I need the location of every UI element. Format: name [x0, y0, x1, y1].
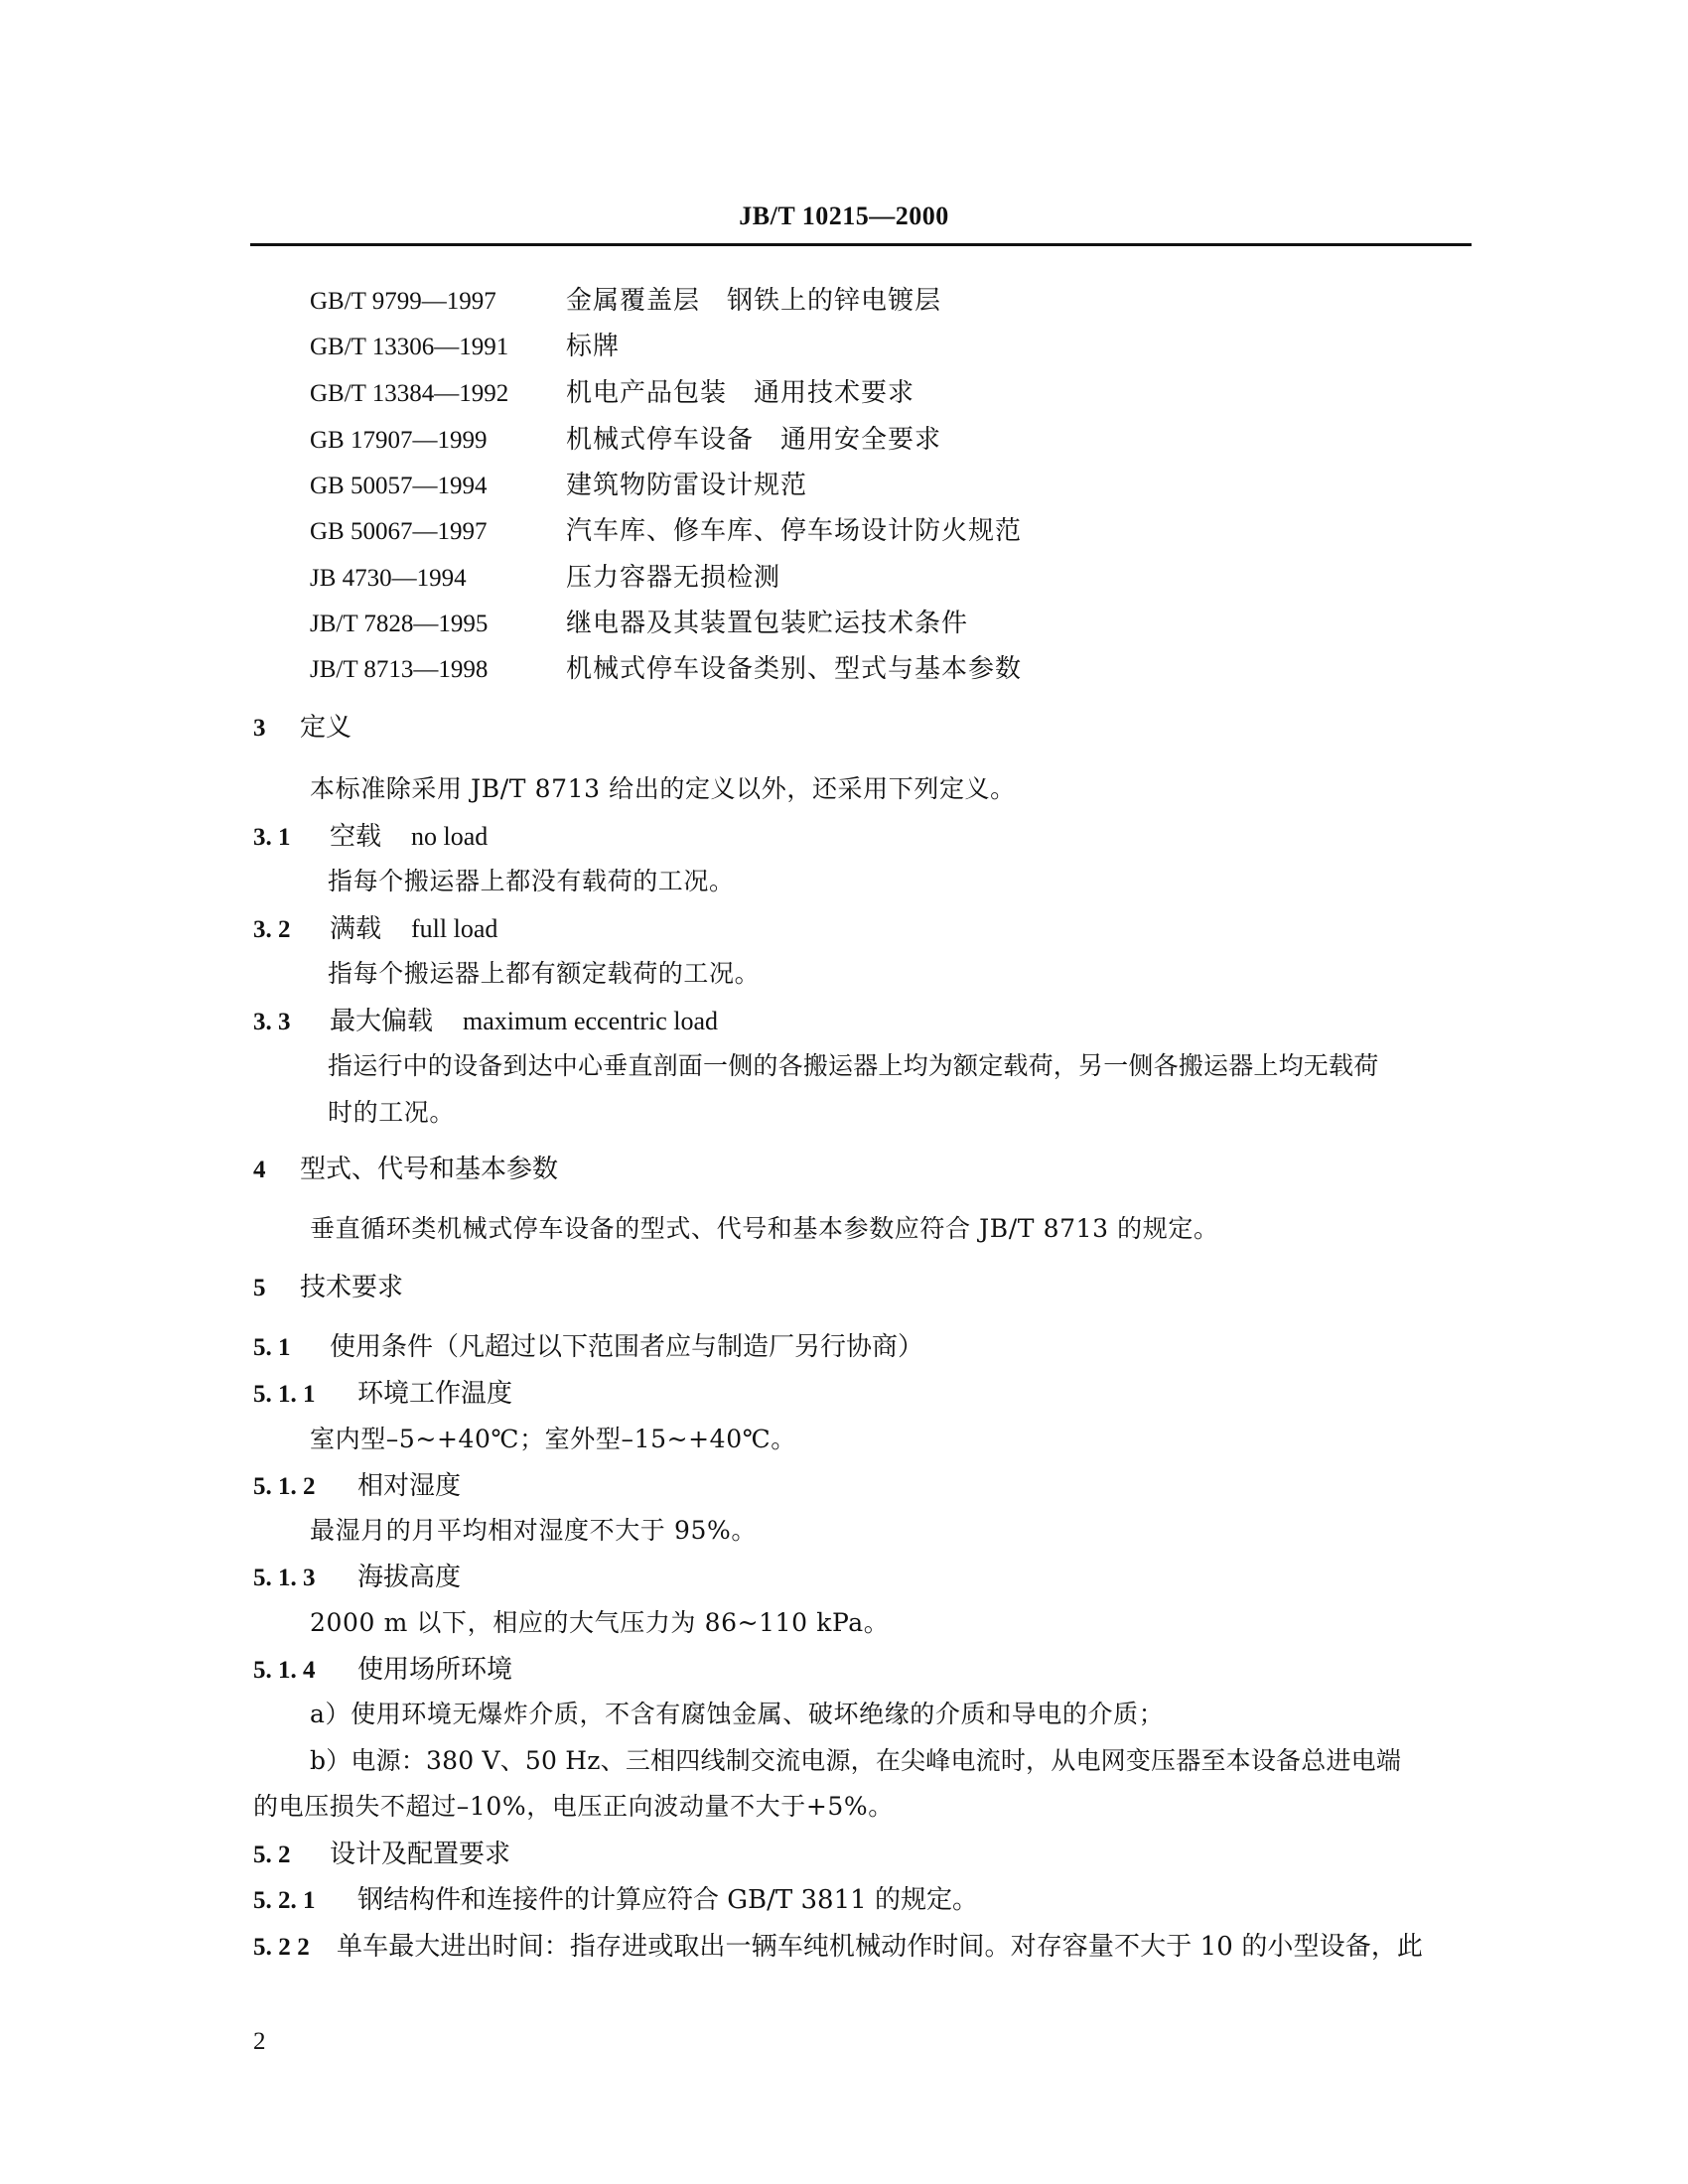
clause-5-2 [253, 1834, 510, 1870]
section-4-heading [253, 1149, 558, 1185]
term-cn: 最大偏载 [330, 1007, 434, 1036]
clause-title: 环境工作温度 [357, 1379, 513, 1409]
reference-code: JB 4730—1994 [310, 565, 467, 592]
clause-5-1-3 [253, 1557, 461, 1593]
clause-number: 5. 1. 1 [253, 1381, 316, 1408]
reference-item [310, 603, 968, 642]
reference-title: 金属覆盖层 钢铁上的锌电镀层 [566, 286, 942, 316]
definition-3-3-text-cont: 时的工况。 [328, 1098, 456, 1127]
clause-text: 单车最大进出时间：指存进或取出一辆车纯机械动作时间。对存容量不大于 10 的小型设备，此 [337, 1932, 1424, 1962]
clause-5-1-1 [253, 1373, 512, 1410]
reference-code: GB 50067—1997 [310, 518, 488, 545]
clause-number: 5. 1. 4 [253, 1657, 316, 1684]
clause-title: 相对湿度 [357, 1471, 462, 1501]
term-cn: 满载 [330, 914, 382, 944]
reference-title: 标牌 [566, 332, 621, 361]
clause-number: 3. 2 [253, 916, 291, 943]
term-en: maximum eccentric load [463, 1007, 719, 1035]
reference-code: GB/T 13384—1992 [310, 380, 509, 407]
reference-code: JB/T 7828—1995 [310, 611, 489, 637]
clause-number: 3. 1 [253, 824, 291, 851]
section-title: 型式、代号和基本参数 [300, 1155, 559, 1184]
reference-title: 压力容器无损检测 [566, 563, 781, 593]
clause-5-1-2 [253, 1465, 461, 1502]
clause-number: 5. 2. 1 [253, 1887, 316, 1914]
reference-item [310, 557, 780, 597]
reference-title: 汽车库、修车库、停车场设计防火规范 [566, 516, 1023, 546]
clause-text: 钢结构件和连接件的计算应符合 GB/T 3811 的规定。 [357, 1885, 978, 1915]
section-5-heading [253, 1267, 403, 1303]
clause-5-2-2 [253, 1926, 1423, 1963]
page-number: 2 [253, 2028, 266, 2055]
clause-number: 5. 2 2 [253, 1934, 310, 1961]
definition-3-1-text: 指每个搬运器上都没有载荷的工况。 [328, 867, 735, 895]
reference-code: JB/T 8713—1998 [310, 656, 489, 683]
reference-item [310, 648, 1022, 688]
clause-5-1-1-text: 室内型–5~+40℃；室外型–15~+40℃。 [310, 1425, 796, 1453]
definition-3-3 [253, 1001, 718, 1037]
reference-item [310, 510, 1022, 550]
section-3-intro: 本标准除采用 JB/T 8713 给出的定义以外，还采用下列定义。 [310, 774, 1016, 803]
reference-item [310, 465, 807, 504]
clause-title: 使用条件（凡超过以下范围者应与制造厂另行协商） [330, 1332, 924, 1362]
clause-5-1-4-item-b-cont: 的电压损失不超过–10%，电压正向波动量不大于+5%。 [253, 1792, 894, 1821]
clause-5-2-1 [253, 1879, 978, 1916]
section-3-heading [253, 707, 352, 744]
reference-title: 机电产品包装 通用技术要求 [566, 378, 915, 408]
clause-5-1-4 [253, 1649, 512, 1686]
section-number: 4 [253, 1157, 266, 1183]
term-cn: 空载 [330, 822, 382, 852]
clause-5-1 [253, 1326, 923, 1363]
reference-item [310, 372, 914, 412]
clause-number: 5. 2 [253, 1842, 291, 1868]
definition-3-2-text: 指每个搬运器上都有额定载荷的工况。 [328, 959, 761, 988]
clause-title: 海拔高度 [357, 1563, 462, 1592]
definition-3-2 [253, 908, 497, 945]
reference-code: GB 17907—1999 [310, 427, 488, 454]
definition-3-1 [253, 816, 488, 853]
header-rule [250, 243, 1472, 246]
section-number: 3 [253, 715, 266, 742]
clause-title: 设计及配置要求 [330, 1840, 511, 1869]
term-en: full load [411, 914, 498, 943]
section-title: 技术要求 [300, 1273, 404, 1302]
clause-number: 5. 1. 2 [253, 1473, 316, 1500]
reference-title: 建筑物防雷设计规范 [566, 471, 808, 500]
definition-3-3-text: 指运行中的设备到达中心垂直剖面一侧的各搬运器上均为额定载荷，另一侧各搬运器上均无载荷 [328, 1051, 1379, 1080]
clause-5-1-2-text: 最湿月的月平均相对湿度不大于 95%。 [310, 1516, 757, 1545]
term-en: no load [411, 822, 489, 851]
reference-title: 继电器及其装置包装贮运技术条件 [566, 609, 969, 638]
clause-number: 5. 1 [253, 1334, 291, 1361]
reference-code: GB 50057—1994 [310, 473, 488, 499]
reference-item [310, 326, 620, 365]
clause-5-1-3-text: 2000 m 以下，相应的大气压力为 86~110 kPa。 [310, 1608, 890, 1637]
page-header: JB/T 10215—2000 [739, 202, 949, 230]
clause-5-1-4-item-b: b）电源：380 V、50 Hz、三相四线制交流电源，在尖峰电流时，从电网变压器至本设备总进电端 [310, 1746, 1402, 1775]
clause-5-1-4-item-a: a）使用环境无爆炸介质，不含有腐蚀金属、破坏绝缘的介质和导电的介质； [310, 1700, 1165, 1728]
reference-code: GB/T 9799—1997 [310, 288, 496, 315]
reference-title: 机械式停车设备类别、型式与基本参数 [566, 654, 1023, 684]
reference-code: GB/T 13306—1991 [310, 334, 509, 360]
clause-number: 5. 1. 3 [253, 1565, 316, 1591]
clause-title: 使用场所环境 [357, 1655, 513, 1685]
clause-number: 3. 3 [253, 1009, 291, 1035]
reference-item [310, 280, 941, 320]
section-number: 5 [253, 1275, 266, 1301]
section-4-text: 垂直循环类机械式停车设备的型式、代号和基本参数应符合 JB/T 8713 的规定。 [310, 1214, 1219, 1243]
reference-title: 机械式停车设备 通用安全要求 [566, 425, 942, 455]
reference-item [310, 419, 941, 459]
section-title: 定义 [300, 713, 352, 743]
